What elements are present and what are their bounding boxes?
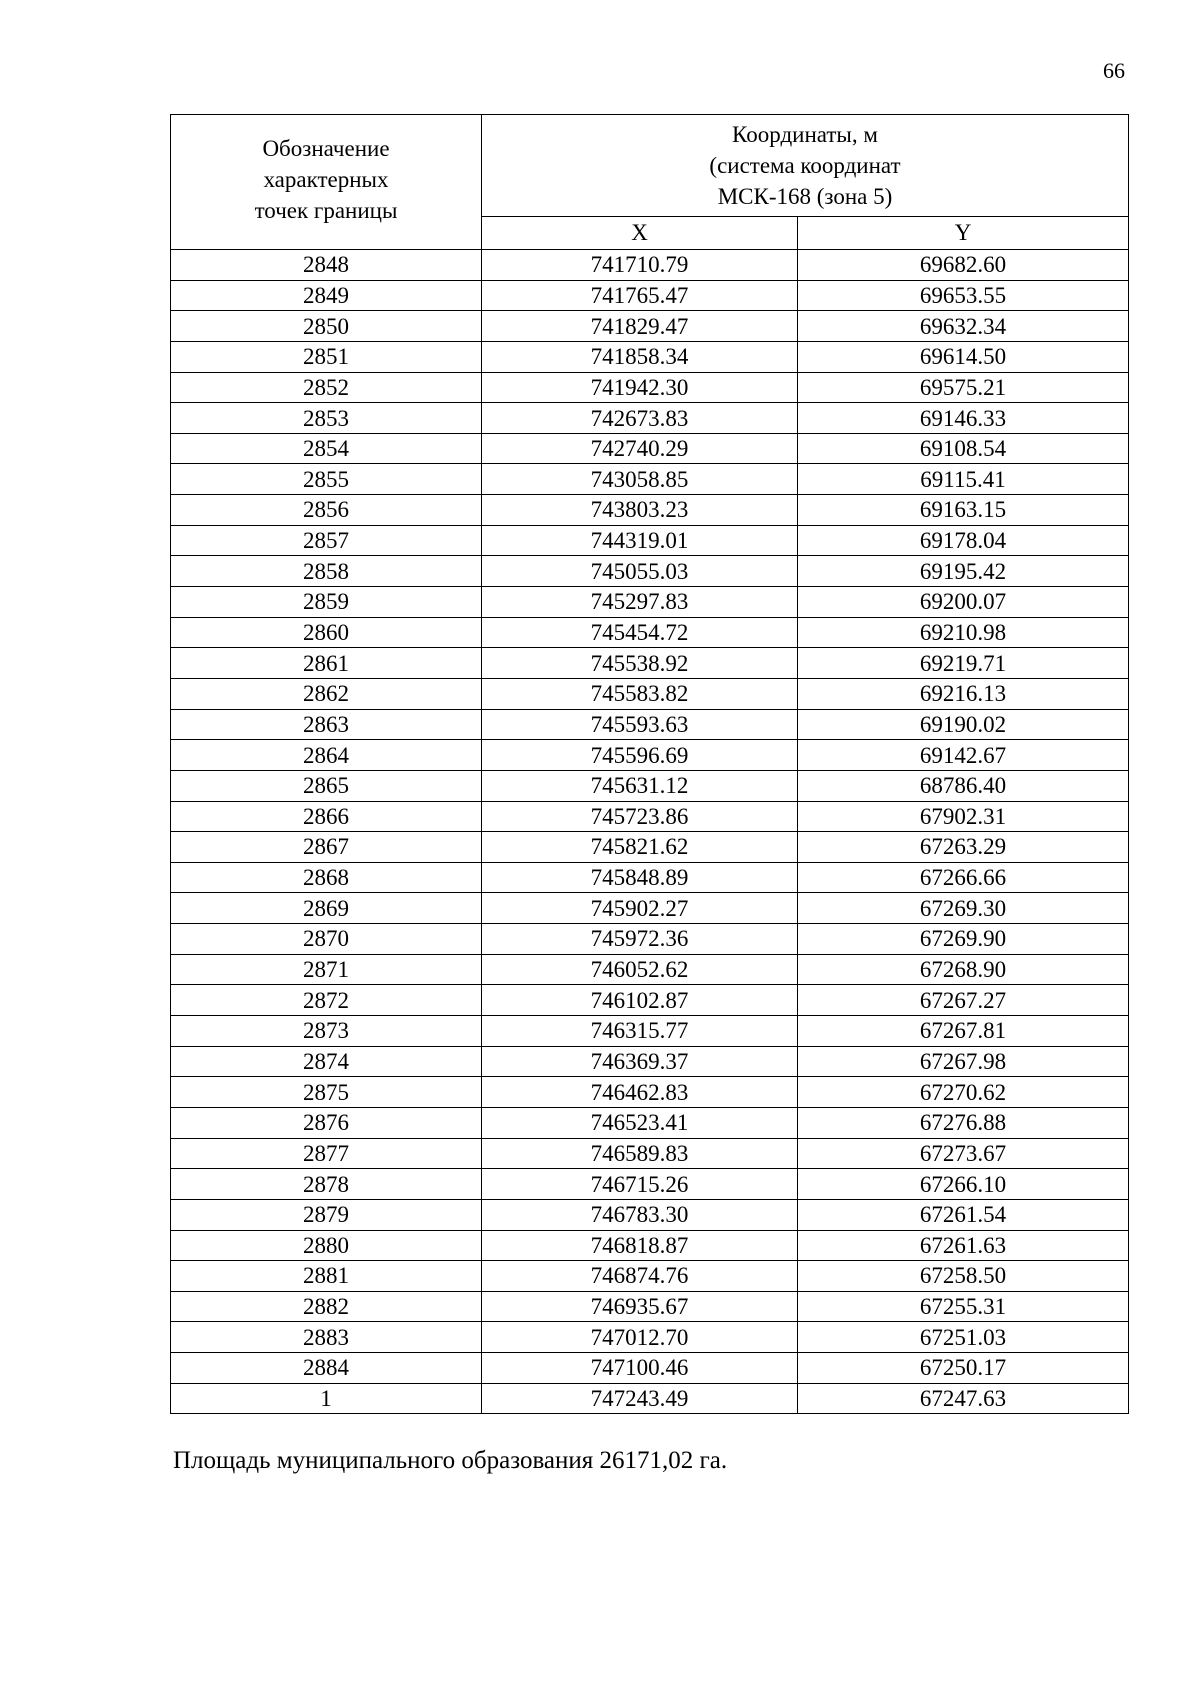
point-cell: 2875 [171,1077,482,1108]
point-cell: 2857 [171,525,482,556]
point-cell: 2879 [171,1199,482,1230]
y-coordinate-cell: 67258.50 [798,1261,1129,1292]
point-cell: 2858 [171,556,482,587]
x-coordinate-cell: 746935.67 [482,1291,798,1322]
table-row [171,709,1129,740]
x-coordinate-cell: 741942.30 [482,372,798,403]
area-statement: Площадь муниципального образования 26171,02 га. [173,1447,728,1474]
coordinates-column-header [482,115,1129,217]
x-coordinate-cell: 741829.47 [482,311,798,342]
point-cell: 2870 [171,924,482,955]
point-cell: 2855 [171,464,482,495]
y-coordinate-cell: 67268.90 [798,954,1129,985]
y-coordinate-cell: 69190.02 [798,709,1129,740]
table-row [171,678,1129,709]
point-cell: 2877 [171,1138,482,1169]
point-cell: 2863 [171,709,482,740]
table-row [171,1016,1129,1047]
point-cell: 2876 [171,1107,482,1138]
y-coordinate-cell: 69163.15 [798,495,1129,526]
table-row [171,862,1129,893]
y-coordinate-cell: 69216.13 [798,678,1129,709]
x-coordinate-cell: 745593.63 [482,709,798,740]
y-coordinate-cell: 67902.31 [798,801,1129,832]
x-coordinate-cell: 746783.30 [482,1199,798,1230]
y-coordinate-cell: 67269.90 [798,924,1129,955]
y-coordinate-cell: 69682.60 [798,250,1129,281]
x-coordinate-cell: 745902.27 [482,893,798,924]
point-cell: 2869 [171,893,482,924]
y-coordinate-cell: 69195.42 [798,556,1129,587]
y-coordinate-cell: 67267.81 [798,1016,1129,1047]
y-coordinate-cell: 67261.54 [798,1199,1129,1230]
table-row [171,740,1129,771]
point-cell: 2873 [171,1016,482,1047]
x-coordinate-cell: 746369.37 [482,1046,798,1077]
point-cell: 2878 [171,1169,482,1200]
table-row [171,341,1129,372]
y-coordinate-cell: 67261.63 [798,1230,1129,1261]
table-row [171,1077,1129,1108]
table-body [171,250,1129,1414]
table-row [171,1291,1129,1322]
table-row [171,1353,1129,1384]
x-coordinate-cell: 741710.79 [482,250,798,281]
table-row [171,893,1129,924]
x-coordinate-cell: 746315.77 [482,1016,798,1047]
x-coordinate-cell: 743803.23 [482,495,798,526]
table-row [171,924,1129,955]
x-coordinate-cell: 745297.83 [482,587,798,618]
x-coordinate-cell: 741858.34 [482,341,798,372]
point-cell: 2880 [171,1230,482,1261]
x-coordinate-cell: 747243.49 [482,1383,798,1414]
point-header-line: точек границы [254,198,398,223]
point-cell: 2860 [171,617,482,648]
y-coordinate-cell: 67273.67 [798,1138,1129,1169]
point-cell: 2884 [171,1353,482,1384]
y-coordinate-cell: 67266.10 [798,1169,1129,1200]
point-cell: 2859 [171,587,482,618]
table-row [171,832,1129,863]
point-cell: 1 [171,1383,482,1414]
table-row [171,556,1129,587]
page-number: 66 [1103,58,1125,83]
x-coordinate-cell: 745583.82 [482,678,798,709]
coords-header-line: МСК-168 (зона 5) [717,184,893,209]
table-row [171,495,1129,526]
table-row [171,1230,1129,1261]
y-coordinate-cell: 67269.30 [798,893,1129,924]
point-cell: 2848 [171,250,482,281]
x-coordinate-cell: 743058.85 [482,464,798,495]
y-coordinate-cell: 69614.50 [798,341,1129,372]
table-row [171,1322,1129,1353]
x-coordinate-cell: 742740.29 [482,433,798,464]
y-coordinate-cell: 67267.98 [798,1046,1129,1077]
point-cell: 2864 [171,740,482,771]
table-row [171,464,1129,495]
point-cell: 2851 [171,341,482,372]
x-coordinate-cell: 747100.46 [482,1353,798,1384]
y-column-header: Y [798,217,1129,250]
point-header-line: характерных [263,167,389,192]
x-coordinate-cell: 744319.01 [482,525,798,556]
x-coordinate-cell: 745631.12 [482,770,798,801]
table-row [171,801,1129,832]
table-row [171,1261,1129,1292]
table-row [171,372,1129,403]
y-coordinate-cell: 69108.54 [798,433,1129,464]
x-coordinate-cell: 746102.87 [482,985,798,1016]
table-row [171,1046,1129,1077]
y-coordinate-cell: 69115.41 [798,464,1129,495]
x-coordinate-cell: 742673.83 [482,403,798,434]
point-cell: 2882 [171,1291,482,1322]
table-row [171,433,1129,464]
table-row [171,648,1129,679]
table-row [171,617,1129,648]
x-coordinate-cell: 746874.76 [482,1261,798,1292]
point-cell: 2883 [171,1322,482,1353]
point-cell: 2868 [171,862,482,893]
y-coordinate-cell: 67267.27 [798,985,1129,1016]
y-coordinate-cell: 67276.88 [798,1107,1129,1138]
x-coordinate-cell: 745596.69 [482,740,798,771]
y-coordinate-cell: 69575.21 [798,372,1129,403]
coords-header-line: (система координат [709,153,901,178]
point-cell: 2871 [171,954,482,985]
table-row [171,403,1129,434]
point-cell: 2881 [171,1261,482,1292]
point-cell: 2849 [171,280,482,311]
table-header [171,115,1129,250]
point-cell: 2867 [171,832,482,863]
y-coordinate-cell: 69146.33 [798,403,1129,434]
point-cell: 2853 [171,403,482,434]
table-row [171,311,1129,342]
x-coordinate-cell: 745055.03 [482,556,798,587]
x-coordinate-cell: 745821.62 [482,832,798,863]
table-row [171,587,1129,618]
point-header-line: Обозначение [262,136,390,161]
point-cell: 2866 [171,801,482,832]
y-coordinate-cell: 67255.31 [798,1291,1129,1322]
x-coordinate-cell: 745538.92 [482,648,798,679]
table-row [171,1169,1129,1200]
x-coordinate-cell: 745848.89 [482,862,798,893]
table-row [171,250,1129,281]
table-row [171,525,1129,556]
x-coordinate-cell: 747012.70 [482,1322,798,1353]
table-row [171,770,1129,801]
y-coordinate-cell: 69142.67 [798,740,1129,771]
x-coordinate-cell: 746523.41 [482,1107,798,1138]
table-row [171,1383,1129,1414]
y-coordinate-cell: 68786.40 [798,770,1129,801]
point-cell: 2856 [171,495,482,526]
y-coordinate-cell: 67266.66 [798,862,1129,893]
y-coordinate-cell: 67251.03 [798,1322,1129,1353]
coordinates-table [170,114,1129,1414]
point-cell: 2852 [171,372,482,403]
x-coordinate-cell: 746052.62 [482,954,798,985]
table-row [171,280,1129,311]
y-coordinate-cell: 69653.55 [798,280,1129,311]
table-row [171,1199,1129,1230]
point-cell: 2865 [171,770,482,801]
table-row [171,1107,1129,1138]
y-coordinate-cell: 67270.62 [798,1077,1129,1108]
y-coordinate-cell: 69219.71 [798,648,1129,679]
y-coordinate-cell: 67250.17 [798,1353,1129,1384]
point-cell: 2872 [171,985,482,1016]
table-row [171,1138,1129,1169]
y-coordinate-cell: 69178.04 [798,525,1129,556]
y-coordinate-cell: 67263.29 [798,832,1129,863]
x-coordinate-cell: 745454.72 [482,617,798,648]
y-coordinate-cell: 67247.63 [798,1383,1129,1414]
y-coordinate-cell: 69210.98 [798,617,1129,648]
point-cell: 2862 [171,678,482,709]
x-coordinate-cell: 745723.86 [482,801,798,832]
table-row [171,954,1129,985]
x-coordinate-cell: 746462.83 [482,1077,798,1108]
x-coordinate-cell: 746818.87 [482,1230,798,1261]
point-cell: 2854 [171,433,482,464]
x-coordinate-cell: 745972.36 [482,924,798,955]
point-column-header [171,115,482,250]
point-cell: 2850 [171,311,482,342]
y-coordinate-cell: 69200.07 [798,587,1129,618]
point-cell: 2874 [171,1046,482,1077]
table-row [171,985,1129,1016]
point-cell: 2861 [171,648,482,679]
x-column-header: X [482,217,798,250]
y-coordinate-cell: 69632.34 [798,311,1129,342]
x-coordinate-cell: 746715.26 [482,1169,798,1200]
x-coordinate-cell: 746589.83 [482,1138,798,1169]
coords-header-line: Координаты, м [732,122,878,147]
x-coordinate-cell: 741765.47 [482,280,798,311]
